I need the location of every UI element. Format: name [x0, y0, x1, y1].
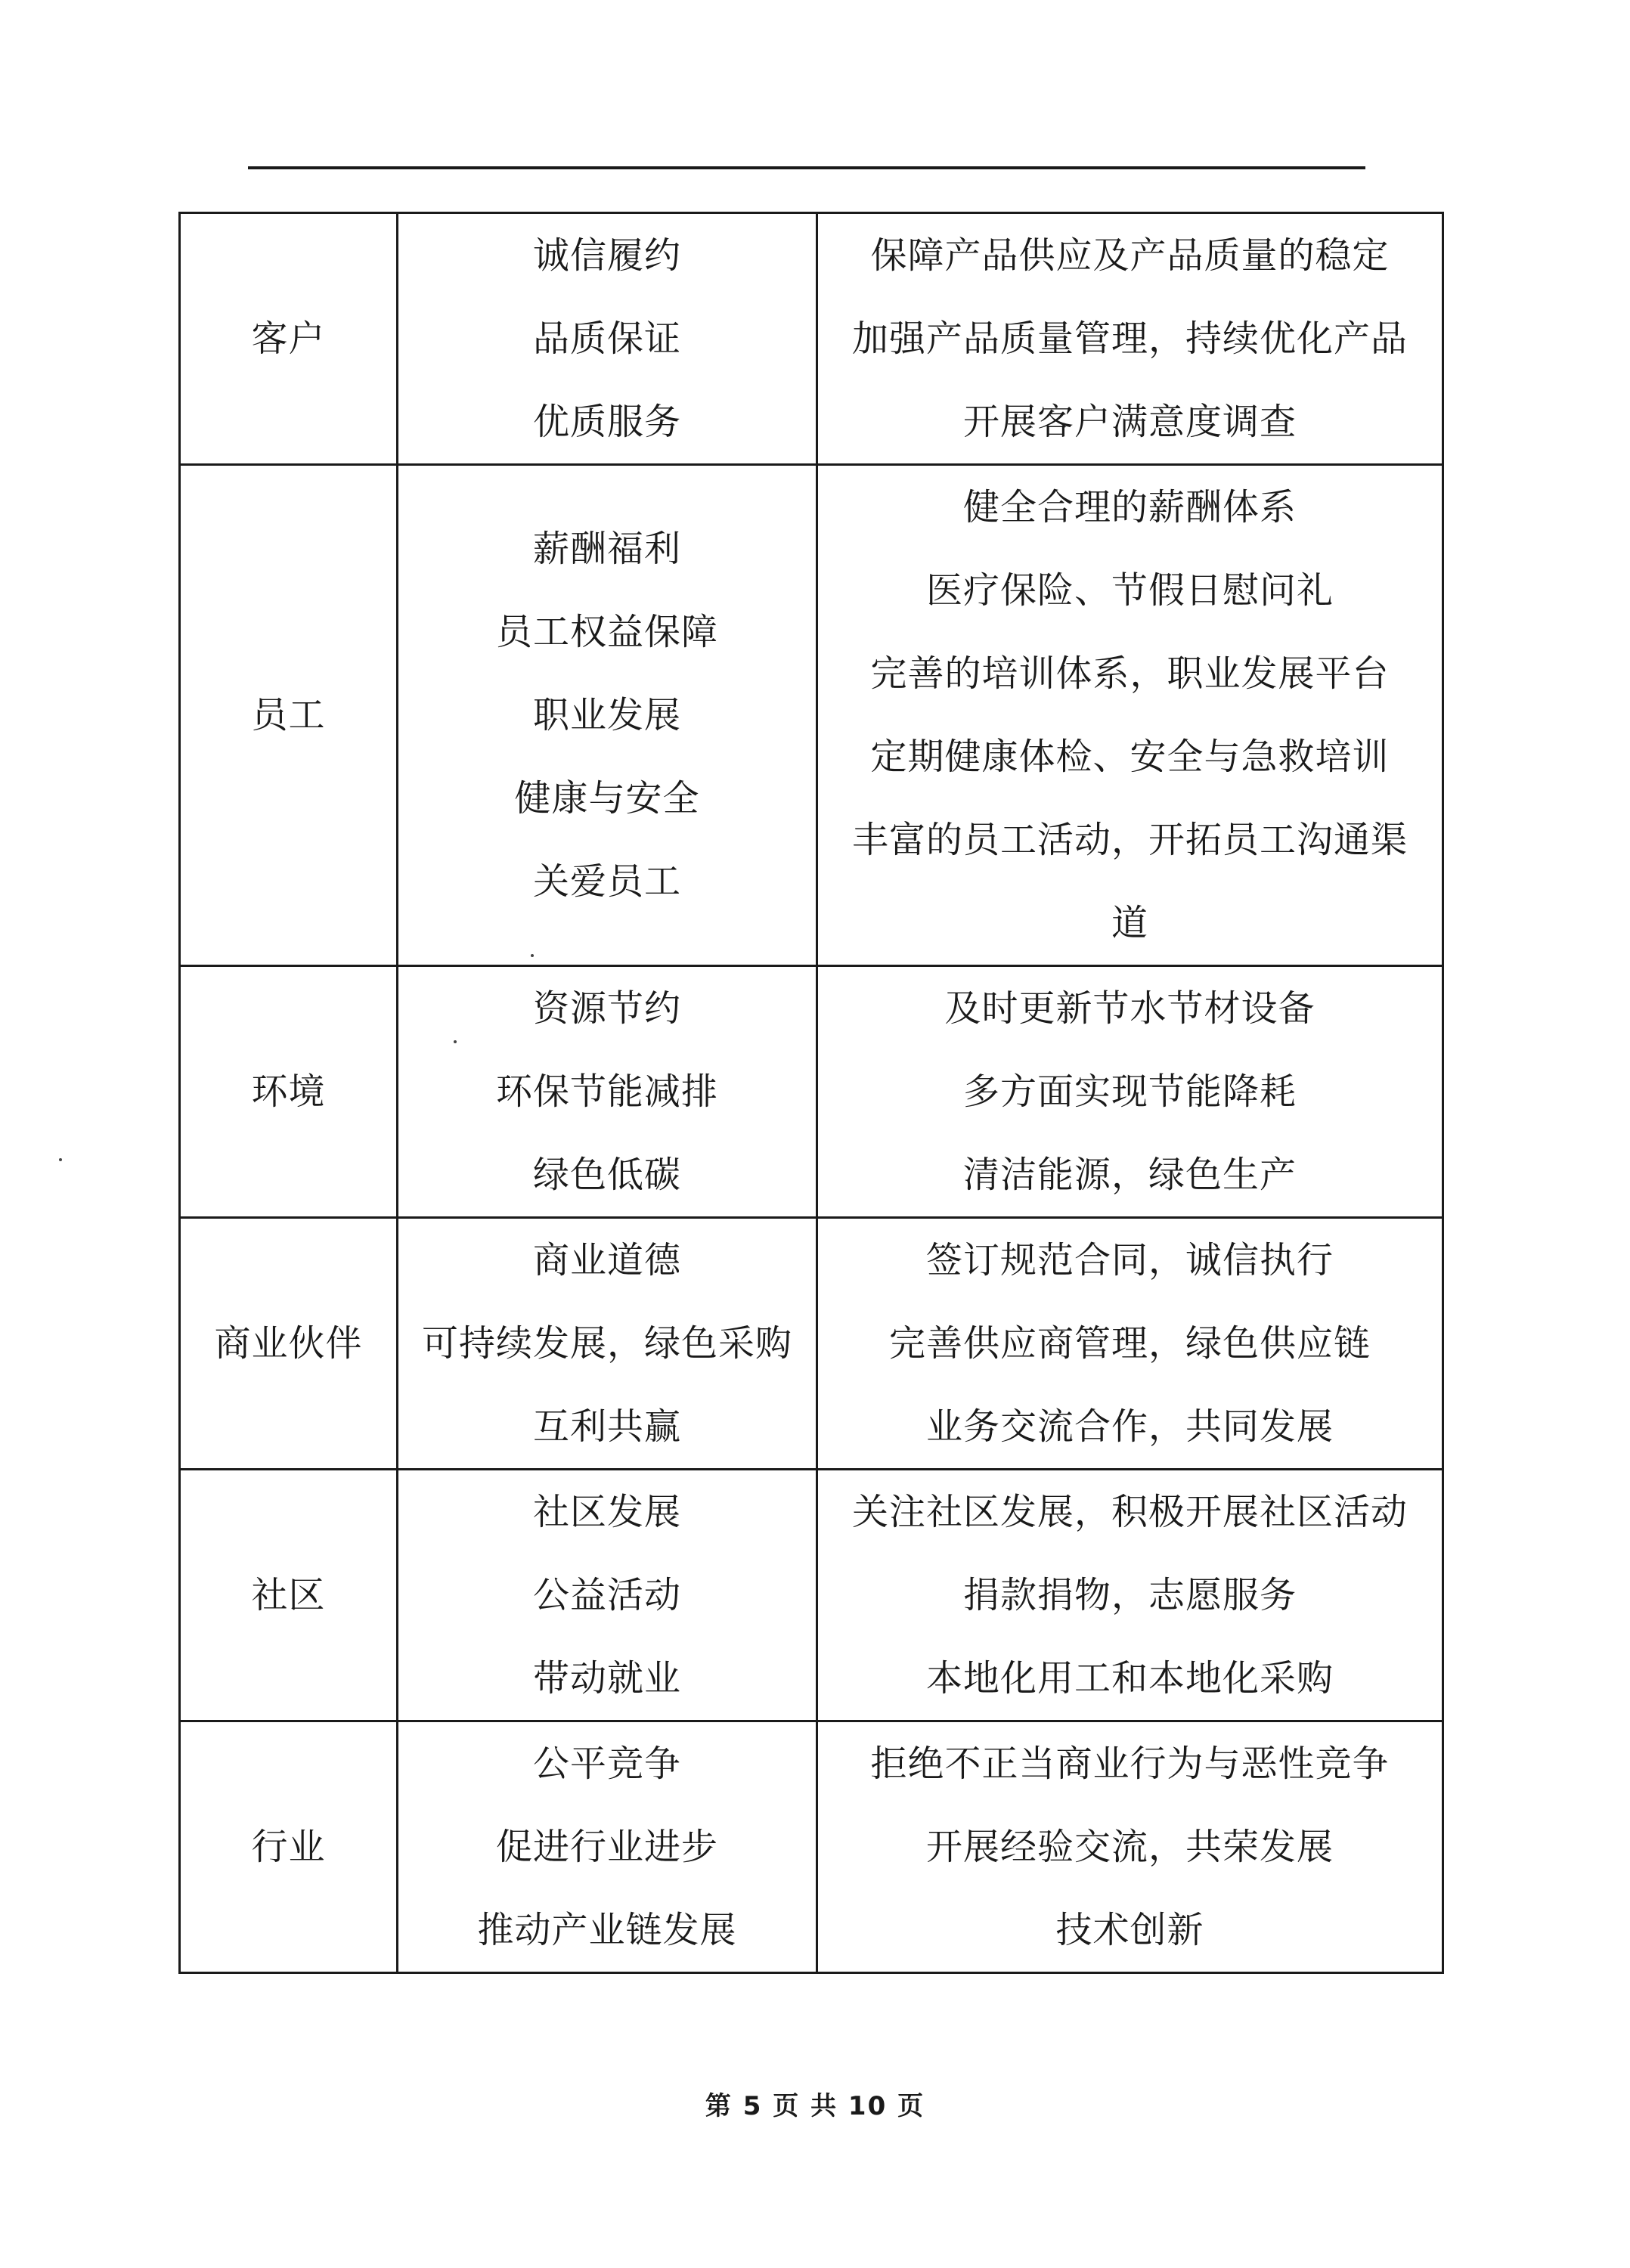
measure-item: 拒绝不正当商业行为与恶性竞争 [870, 1743, 1390, 1785]
scan-speck [531, 954, 534, 957]
measure-item: 本地化用工和本地化采购 [925, 1657, 1334, 1699]
topic-item: 推动产业链发展 [477, 1909, 737, 1951]
measure-item: 医疗保险、节假日慰问礼 [925, 569, 1334, 612]
topic-item: 社区发展 [532, 1491, 681, 1533]
topic-item: 薪酬福利 [532, 528, 681, 570]
measures-cell [817, 1470, 1443, 1721]
page-number: 第 5 页 共 10 页 [705, 2091, 925, 2121]
table-row [180, 1721, 1443, 1973]
measures-cell [817, 1218, 1443, 1470]
topic-item: 互利共赢 [532, 1405, 681, 1448]
topic-item: 员工权益保障 [495, 611, 718, 653]
measure-item: 丰富的员工活动，开拓员工沟通渠 [851, 819, 1408, 861]
measure-item: 开展客户满意度调查 [962, 401, 1297, 443]
stakeholder-cell [180, 213, 398, 465]
measure-item: 健全合理的薪酬体系 [962, 486, 1297, 528]
topics-cell [398, 465, 817, 966]
topics-cell [398, 213, 817, 465]
stakeholder-label: 行业 [251, 1826, 326, 1868]
topic-item: 环保节能减排 [495, 1070, 718, 1113]
table-row [180, 213, 1443, 465]
topic-item: 公平竞争 [532, 1743, 681, 1785]
measure-item: 完善供应商管理，绿色供应链 [888, 1322, 1371, 1365]
stakeholder-label: 客户 [251, 318, 326, 360]
topic-item: 关爱员工 [532, 860, 681, 903]
measure-item: 签订规范合同，诚信执行 [925, 1239, 1334, 1281]
measure-item: 开展经验交流，共荣发展 [925, 1826, 1334, 1868]
measure-item: 多方面实现节能降耗 [962, 1070, 1297, 1113]
table-row [180, 1470, 1443, 1721]
stakeholder-cell [180, 1218, 398, 1470]
measure-item: 加强产品质量管理，持续优化产品 [851, 318, 1408, 360]
topic-item: 绿色低碳 [532, 1154, 681, 1196]
measures-cell [817, 966, 1443, 1218]
stakeholder-cell [180, 1470, 398, 1721]
measure-item: 定期健康体检、安全与急救培训 [870, 736, 1390, 778]
topics-cell [398, 966, 817, 1218]
measure-item: 及时更新节水节材设备 [944, 987, 1315, 1030]
table-row [180, 966, 1443, 1218]
topics-cell [398, 1721, 817, 1973]
stakeholder-label: 环境 [251, 1070, 326, 1113]
measure-item: 业务交流合作，共同发展 [925, 1405, 1334, 1448]
topic-item: 诚信履约 [532, 234, 681, 277]
topic-item: 职业发展 [532, 694, 681, 736]
stakeholder-label: 员工 [251, 694, 326, 736]
header-rule [248, 166, 1365, 169]
topic-item: 促进行业进步 [495, 1826, 718, 1868]
measures-cell [817, 465, 1443, 966]
measures-cell [817, 213, 1443, 465]
measures-cell [817, 1721, 1443, 1973]
measure-item: 捐款捐物，志愿服务 [962, 1574, 1297, 1616]
topic-item: 品质保证 [532, 318, 681, 360]
topic-item: 可持续发展，绿色采购 [421, 1322, 792, 1365]
topics-cell [398, 1218, 817, 1470]
stakeholder-table [178, 212, 1444, 1974]
topic-item: 公益活动 [532, 1574, 681, 1616]
stakeholder-cell [180, 966, 398, 1218]
measure-item: 关注社区发展，积极开展社区活动 [851, 1491, 1408, 1533]
topic-item: 资源节约 [532, 987, 681, 1030]
topic-item: 优质服务 [532, 401, 681, 443]
scan-speck [59, 1158, 62, 1161]
topic-item: 带动就业 [532, 1657, 681, 1699]
measure-item: 保障产品供应及产品质量的稳定 [870, 234, 1390, 277]
table-row [180, 1218, 1443, 1470]
stakeholder-label: 社区 [251, 1574, 326, 1616]
scan-speck [454, 1040, 457, 1043]
measure-item: 技术创新 [1055, 1909, 1204, 1951]
stakeholder-cell [180, 1721, 398, 1973]
measure-item: 道 [1111, 902, 1148, 944]
topic-item: 商业道德 [532, 1239, 681, 1281]
stakeholder-label: 商业伙伴 [214, 1322, 363, 1365]
topics-cell [398, 1470, 817, 1721]
table-row [180, 465, 1443, 966]
measure-item: 完善的培训体系，职业发展平台 [870, 652, 1390, 695]
measure-item: 清洁能源，绿色生产 [962, 1154, 1297, 1196]
topic-item: 健康与安全 [514, 777, 700, 820]
stakeholder-cell [180, 465, 398, 966]
